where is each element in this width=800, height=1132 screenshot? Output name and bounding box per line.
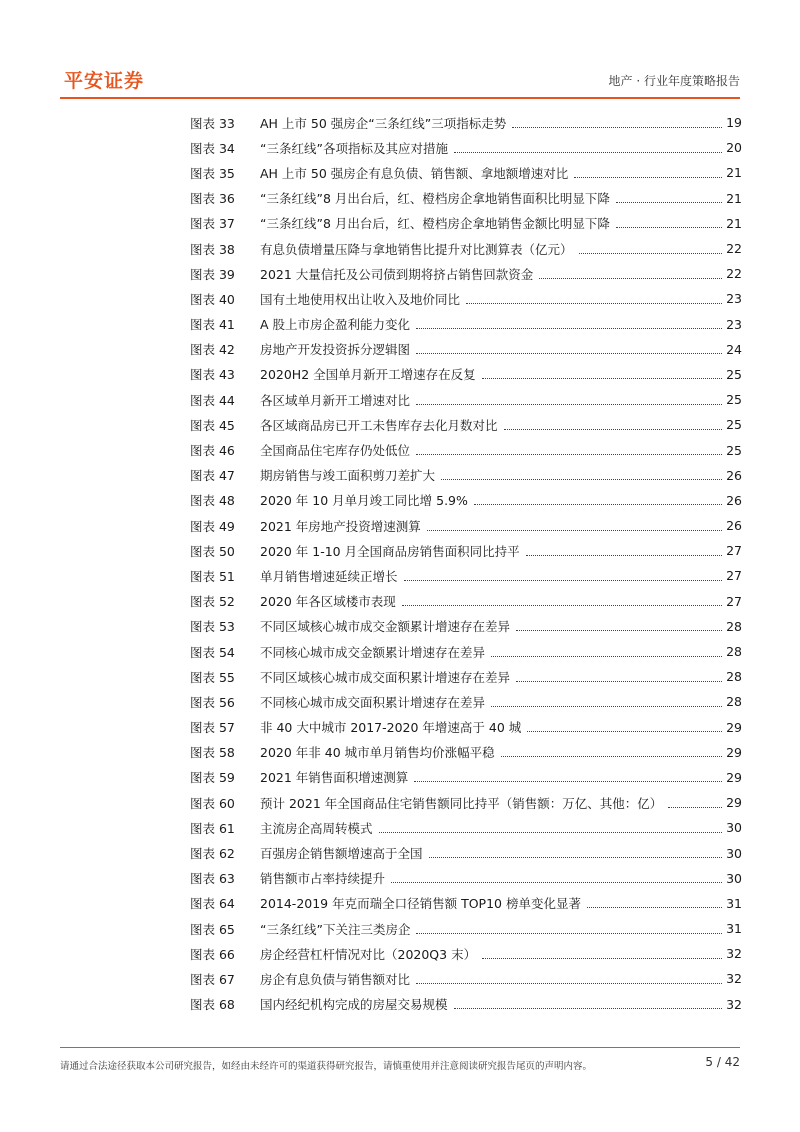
toc-entry[interactable]: [190, 261, 742, 286]
toc-page-number: 26: [726, 518, 742, 534]
page-number: 5 / 42: [705, 1055, 740, 1069]
toc-figure-number: 图表 42: [190, 342, 235, 358]
toc-dot-leader: [516, 629, 722, 631]
toc-figure-number: 图表 48: [190, 493, 235, 509]
header-divider: [60, 97, 740, 99]
page-header: [60, 64, 740, 94]
toc-page-number: 25: [726, 417, 742, 433]
toc-entry[interactable]: [190, 110, 742, 135]
toc-entry[interactable]: [190, 664, 742, 689]
toc-figure-title: 国有土地使用权出让收入及地价同比: [260, 291, 461, 307]
toc-entry[interactable]: [190, 614, 742, 639]
toc-entry[interactable]: [190, 538, 742, 563]
toc-dot-leader: [404, 579, 722, 581]
toc-figure-title: 主流房企高周转模式: [260, 820, 373, 836]
toc-entry[interactable]: [190, 765, 742, 790]
toc-page-number: 29: [726, 744, 742, 760]
toc-figure-title: 2020 年非 40 城市单月销售均价涨幅平稳: [260, 745, 495, 761]
toc-figure-number: 图表 68: [190, 997, 235, 1013]
toc-entry[interactable]: [190, 362, 742, 387]
toc-entry[interactable]: [190, 840, 742, 865]
toc-figure-title: 2021 年房地产投资增速测算: [260, 518, 421, 534]
toc-page-number: 23: [726, 291, 742, 307]
toc-figure-title: 2020 年 1-10 月全国商品房销售面积同比持平: [260, 543, 520, 559]
toc-figure-number: 图表 46: [190, 443, 235, 459]
toc-dot-leader: [512, 126, 722, 128]
toc-entry[interactable]: [190, 689, 742, 714]
toc-figure-number: 图表 62: [190, 846, 235, 862]
toc-figure-number: 图表 66: [190, 946, 235, 962]
toc-dot-leader: [616, 201, 722, 203]
toc-dot-leader: [482, 377, 722, 379]
toc-dot-leader: [427, 529, 722, 531]
toc-figure-title: 国内经纪机构完成的房屋交易规模: [260, 997, 448, 1013]
toc-page-number: 31: [726, 895, 742, 911]
toc-figure-title: 不同区域核心城市成交金额累计增速存在差异: [260, 619, 511, 635]
toc-figure-title: 预计 2021 年全国商品住宅销售额同比持平（销售额：万亿、其他：亿）: [260, 795, 663, 811]
toc-dot-leader: [379, 831, 722, 833]
toc-page-number: 27: [726, 593, 742, 609]
toc-figure-number: 图表 61: [190, 820, 235, 836]
toc-dot-leader: [454, 151, 722, 153]
toc-page-number: 21: [726, 190, 742, 206]
toc-figure-title: 2021 年销售面积增速测算: [260, 770, 409, 786]
toc-figure-title: 有息负债增量压降与拿地销售比提升对比测算表（亿元）: [260, 241, 573, 257]
toc-figure-number: 图表 65: [190, 921, 235, 937]
toc-entry[interactable]: [190, 463, 742, 488]
toc-figure-number: 图表 35: [190, 165, 235, 181]
toc-figure-title: “三条红线”8 月出台后，红、橙档房企拿地销售金额比明显下降: [260, 216, 610, 232]
toc-page-number: 23: [726, 316, 742, 332]
table-of-figures: [190, 110, 742, 1017]
toc-page-number: 30: [726, 845, 742, 861]
toc-dot-leader: [491, 705, 722, 707]
toc-figure-title: 不同区域核心城市成交面积累计增速存在差异: [260, 669, 511, 685]
toc-figure-number: 图表 63: [190, 871, 235, 887]
toc-page-number: 19: [726, 115, 742, 131]
toc-figure-title: AH 上市 50 强房企“三条红线”三项指标走势: [260, 115, 507, 131]
toc-figure-title: 各区域商品房已开工未售库存去化月数对比: [260, 417, 498, 433]
toc-dot-leader: [416, 352, 722, 354]
toc-figure-title: 房企有息负债与销售额对比: [260, 971, 411, 987]
toc-entry[interactable]: [190, 160, 742, 185]
toc-page-number: 32: [726, 946, 742, 962]
toc-page-number: 24: [726, 341, 742, 357]
footer-disclaimer: 请通过合法途径获取本公司研究报告，如经由未经许可的渠道获得研究报告，请慎重使用并注意阅读研究报告尾页的声明内容。: [60, 1061, 593, 1072]
toc-figure-number: 图表 33: [190, 115, 235, 131]
toc-dot-leader: [539, 277, 722, 279]
toc-dot-leader: [414, 780, 722, 782]
toc-figure-title: 非 40 大中城市 2017-2020 年增速高于 40 城: [260, 720, 522, 736]
toc-page-number: 21: [726, 165, 742, 181]
toc-page-number: 32: [726, 971, 742, 987]
toc-figure-title: 销售额市占率持续提升: [260, 871, 386, 887]
toc-figure-title: 2014-2019 年克而瑞全口径销售额 TOP10 榜单变化显著: [260, 896, 581, 912]
toc-entry[interactable]: [190, 488, 742, 513]
toc-page-number: 28: [726, 644, 742, 660]
toc-entry[interactable]: [190, 211, 742, 236]
toc-entry[interactable]: [190, 941, 742, 966]
toc-figure-number: 图表 45: [190, 417, 235, 433]
toc-figure-title: 不同核心城市成交面积累计增速存在差异: [260, 694, 486, 710]
toc-dot-leader: [504, 428, 722, 430]
toc-figure-title: 单月销售增速延续正增长: [260, 568, 398, 584]
toc-figure-number: 图表 55: [190, 669, 235, 685]
toc-figure-number: 图表 52: [190, 594, 235, 610]
toc-figure-number: 图表 39: [190, 266, 235, 282]
toc-figure-number: 图表 36: [190, 191, 235, 207]
toc-page-number: 20: [726, 140, 742, 156]
toc-dot-leader: [579, 252, 722, 254]
toc-entry[interactable]: [190, 790, 742, 815]
toc-page-number: 26: [726, 467, 742, 483]
toc-page-number: 22: [726, 266, 742, 282]
toc-figure-title: “三条红线”各项指标及其应对措施: [260, 140, 448, 156]
toc-entry[interactable]: [190, 236, 742, 261]
toc-page-number: 32: [726, 996, 742, 1012]
toc-figure-title: “三条红线”8 月出台后，红、橙档房企拿地销售面积比明显下降: [260, 191, 610, 207]
toc-dot-leader: [416, 453, 722, 455]
toc-dot-leader: [574, 176, 722, 178]
toc-figure-number: 图表 34: [190, 140, 235, 156]
toc-figure-title: 房企经营杠杆情况对比（2020Q3 末）: [260, 946, 477, 962]
toc-page-number: 29: [726, 719, 742, 735]
toc-entry[interactable]: [190, 916, 742, 941]
toc-figure-title: 2020 年各区域楼市表现: [260, 594, 396, 610]
brand-logo: 平安证券: [64, 70, 145, 92]
toc-figure-title: A 股上市房企盈利能力变化: [260, 317, 411, 333]
toc-entry[interactable]: [190, 891, 742, 916]
toc-dot-leader: [527, 730, 722, 732]
toc-dot-leader: [501, 755, 722, 757]
toc-entry[interactable]: [190, 412, 742, 437]
toc-entry[interactable]: [190, 563, 742, 588]
toc-figure-number: 图表 44: [190, 392, 235, 408]
toc-figure-number: 图表 51: [190, 568, 235, 584]
toc-dot-leader: [491, 655, 722, 657]
toc-entry[interactable]: [190, 639, 742, 664]
toc-figure-title: 2020 年 10 月单月竣工同比增 5.9%: [260, 493, 468, 509]
toc-page-number: 25: [726, 442, 742, 458]
toc-page-number: 27: [726, 568, 742, 584]
toc-page-number: 28: [726, 618, 742, 634]
toc-page-number: 29: [726, 795, 742, 811]
toc-figure-number: 图表 50: [190, 543, 235, 559]
toc-dot-leader: [616, 226, 722, 228]
toc-figure-number: 图表 59: [190, 770, 235, 786]
toc-figure-title: 2020H2 全国单月新开工增速存在反复: [260, 367, 476, 383]
toc-figure-number: 图表 56: [190, 694, 235, 710]
toc-dot-leader: [668, 806, 722, 808]
toc-figure-number: 图表 41: [190, 317, 235, 333]
toc-dot-leader: [416, 982, 722, 984]
toc-figure-title: AH 上市 50 强房企有息负债、销售额、拿地额增速对比: [260, 165, 569, 181]
toc-figure-number: 图表 49: [190, 518, 235, 534]
toc-figure-number: 图表 43: [190, 367, 235, 383]
toc-page-number: 30: [726, 870, 742, 886]
toc-page-number: 28: [726, 669, 742, 685]
toc-page-number: 29: [726, 769, 742, 785]
toc-figure-number: 图表 58: [190, 745, 235, 761]
toc-dot-leader: [587, 906, 722, 908]
toc-dot-leader: [391, 881, 722, 883]
toc-figure-number: 图表 53: [190, 619, 235, 635]
toc-page-number: 25: [726, 392, 742, 408]
toc-figure-title: 期房销售与竣工面积剪刀差扩大: [260, 468, 436, 484]
toc-dot-leader: [416, 932, 722, 934]
toc-entry[interactable]: [190, 337, 742, 362]
toc-dot-leader: [441, 478, 722, 480]
toc-figure-title: 百强房企销售额增速高于全国: [260, 846, 423, 862]
toc-figure-title: 房地产开发投资拆分逻辑图: [260, 342, 411, 358]
toc-figure-number: 图表 60: [190, 795, 235, 811]
toc-entry[interactable]: [190, 866, 742, 891]
toc-dot-leader: [402, 604, 722, 606]
toc-page-number: 31: [726, 921, 742, 937]
toc-page-number: 25: [726, 366, 742, 382]
toc-page-number: 28: [726, 694, 742, 710]
toc-entry[interactable]: [190, 387, 742, 412]
toc-entry[interactable]: [190, 513, 742, 538]
toc-figure-number: 图表 54: [190, 644, 235, 660]
toc-entry[interactable]: [190, 589, 742, 614]
toc-dot-leader: [526, 554, 722, 556]
toc-figure-number: 图表 40: [190, 291, 235, 307]
toc-entry[interactable]: [190, 135, 742, 160]
toc-dot-leader: [416, 327, 722, 329]
toc-dot-leader: [516, 680, 722, 682]
toc-page-number: 30: [726, 820, 742, 836]
toc-figure-title: 各区域单月新开工增速对比: [260, 392, 411, 408]
footer-divider: [60, 1047, 740, 1048]
toc-dot-leader: [454, 1007, 722, 1009]
toc-entry[interactable]: [190, 312, 742, 337]
toc-entry[interactable]: [190, 286, 742, 311]
toc-entry[interactable]: [190, 992, 742, 1017]
toc-figure-number: 图表 64: [190, 896, 235, 912]
report-type-label: 地产 · 行业年度策略报告: [608, 74, 740, 88]
toc-page-number: 21: [726, 215, 742, 231]
toc-figure-number: 图表 38: [190, 241, 235, 257]
toc-figure-number: 图表 57: [190, 720, 235, 736]
toc-page-number: 26: [726, 492, 742, 508]
toc-figure-title: 不同核心城市成交金额累计增速存在差异: [260, 644, 486, 660]
toc-dot-leader: [474, 503, 722, 505]
toc-dot-leader: [416, 403, 722, 405]
toc-entry[interactable]: [190, 740, 742, 765]
toc-figure-number: 图表 37: [190, 216, 235, 232]
toc-dot-leader: [482, 957, 722, 959]
toc-page-number: 22: [726, 241, 742, 257]
toc-figure-number: 图表 67: [190, 971, 235, 987]
toc-entry[interactable]: [190, 715, 742, 740]
toc-figure-title: “三条红线”下关注三类房企: [260, 921, 411, 937]
toc-entry[interactable]: [190, 815, 742, 840]
toc-figure-title: 全国商品住宅库存仍处低位: [260, 443, 411, 459]
toc-entry[interactable]: [190, 437, 742, 462]
toc-figure-title: 2021 大量信托及公司债到期将挤占销售回款资金: [260, 266, 534, 282]
toc-figure-number: 图表 47: [190, 468, 235, 484]
toc-entry[interactable]: [190, 966, 742, 991]
toc-dot-leader: [466, 302, 722, 304]
toc-entry[interactable]: [190, 186, 742, 211]
toc-page-number: 27: [726, 543, 742, 559]
toc-dot-leader: [429, 856, 722, 858]
